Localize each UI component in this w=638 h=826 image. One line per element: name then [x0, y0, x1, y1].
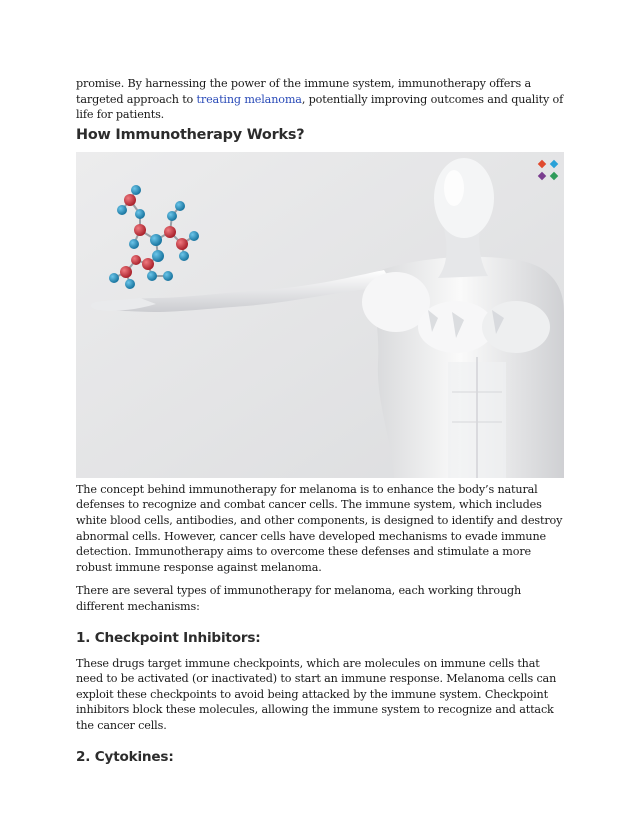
intro-text-after: , potentially improving outcomes and quality of life for patients. — [76, 92, 564, 122]
treating-melanoma-link[interactable]: treating melanoma — [196, 92, 302, 106]
intro-text-before: promise. By harnessing the power of the immune system, immunotherapy offers a targeted approach to — [76, 77, 531, 106]
document-page — [76, 76, 566, 767]
types-intro-paragraph: There are several types of immunotherapy for melanoma, each working through different mechanisms: — [76, 584, 522, 613]
cytokines-heading: 2. Cytokines: — [76, 748, 174, 765]
checkpoint-inhibitors-heading: 1. Checkpoint Inhibitors: — [76, 629, 261, 646]
section-title: How Immunotherapy Works? — [76, 126, 305, 143]
hero-image — [76, 152, 564, 478]
checkpoint-paragraph: These drugs target immune checkpoints, which are molecules on immune cells that need to be activated (or inactivated) to start an immune response. Melanoma cells can exploit these checkpoints to avoid being attacked by the immune system. Checkpoint inhibitors block these molecules, allowing the immune system to recognize and attack the cancer cells. — [76, 656, 557, 732]
concept-paragraph: The concept behind immunotherapy for melanoma is to enhance the body’s natural defenses to recognize and combat cancer cells. The immune system, which includes white blood cells, antibodies, and other components, is designed to identify and destroy abnormal cells. However, cancer cells have developed mechanisms to evade immune detection. Immunotherapy aims to overcome these defenses and stimulate a more robust immune response against melanoma. — [76, 482, 563, 574]
hero-illustration — [76, 152, 564, 478]
intro-paragraph — [76, 76, 566, 123]
